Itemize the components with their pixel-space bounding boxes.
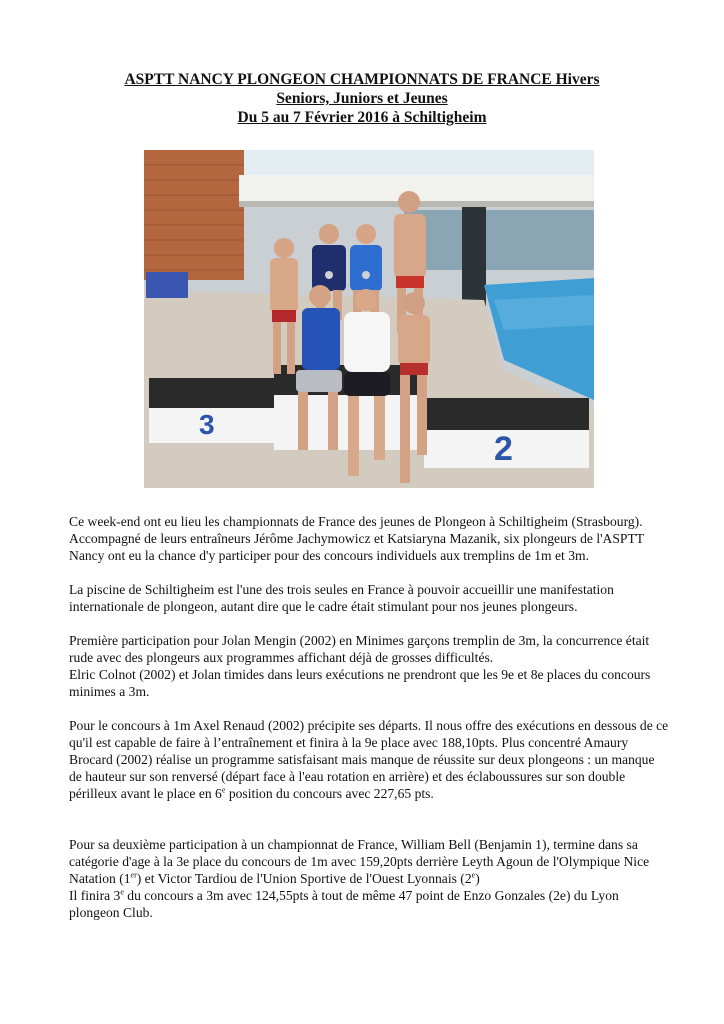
paragraph-benjamin-e: du concours a 3m avec 124,55pts à tout de même 47 point de Enzo Gonzales (2e) du Lyon plongeon Club. bbox=[69, 888, 619, 920]
paragraph-benjamin-b: ) et Victor Tardiou de l'Union Sportive de l'Ouest Lyonnais (2 bbox=[136, 871, 472, 886]
article-body bbox=[69, 513, 669, 938]
paragraph-1m-sup: e bbox=[221, 785, 226, 795]
paragraph-benjamin bbox=[69, 836, 669, 921]
paragraph-pool: La piscine de Schiltigheim est l'une des trois seules en France à pouvoir accueillir une manifestation internationale de plongeon, autant dire que le cadre était stimulant pour nos jeunes plongeurs. bbox=[69, 582, 614, 614]
paragraph-benjamin-a: Pour sa deuxième participation à un championnat de France, William Bell (Benjamin 1), termine dans sa catégorie d'age à la 3e place du concours de 1m avec 159,20pts derrière Leyth Agoun de l'Olympique Nice Natation (1 bbox=[69, 837, 650, 886]
paragraph-1m-b: position du concours avec 227,65 pts. bbox=[225, 786, 434, 801]
title-line-2: Seniors, Juniors et Jeunes bbox=[276, 90, 448, 107]
paragraph-intro: Ce week-end ont eu lieu les championnats de France des jeunes de Plongeon à Schiltigheim (Strasbourg). Accompagné de leurs entraîneurs Jérôme Jachymowicz et Katsiaryna Mazanik, six plongeurs de l'ASPTT Nancy ont eu la chance d'y participer pour des concours individuels aux tremplins de 1m et 3m. bbox=[69, 514, 644, 563]
paragraph-benjamin-c: ) bbox=[475, 871, 480, 886]
paragraph-benjamin-sup3: e bbox=[120, 887, 124, 897]
podium-number-2: 2 bbox=[494, 430, 513, 468]
page-title bbox=[0, 70, 724, 127]
paragraph-benjamin-d: Il finira 3 bbox=[69, 888, 121, 903]
team-photo bbox=[144, 150, 594, 488]
paragraph-benjamin-sup2: e bbox=[471, 870, 476, 880]
title-line-1: ASPTT NANCY PLONGEON CHAMPIONNATS DE FRANCE Hivers bbox=[124, 71, 600, 88]
paragraph-minimes bbox=[69, 632, 669, 700]
podium-number-3: 3 bbox=[199, 409, 215, 440]
paragraph-1m-a: Pour le concours à 1m Axel Renaud (2002) précipite ses départs. Il nous offre des exécutions en dessous de ce qu'il est capable de faire à l’entraînement et finira à la 9e place avec 188,10pts. Plus concentré Amaury Brocard (2002) réalise un programme satisfaisant mais manque de réussite sur deux plongeons : un manque de hauteur sur son renversé (départ face à l'eau rotation en arrière) et des éclaboussures sur son double périlleux avant le place en 6 bbox=[69, 718, 669, 801]
paragraph-benjamin-sup1: er bbox=[130, 870, 137, 880]
paragraph-1m bbox=[69, 717, 669, 802]
title-line-3: Du 5 au 7 Février 2016 à Schiltigheim bbox=[237, 109, 487, 126]
paragraph-minimes-a: Première participation pour Jolan Mengin (2002) en Minimes garçons tremplin de 3m, la concurrence était rude avec des plongeurs aux programmes affichant déjà de grosses difficultés. bbox=[69, 633, 650, 665]
paragraph-minimes-b: Elric Colnot (2002) et Jolan timides dans leurs exécutions ne prendront que les 9e et 8e places du concours minimes a 3m. bbox=[69, 667, 651, 699]
